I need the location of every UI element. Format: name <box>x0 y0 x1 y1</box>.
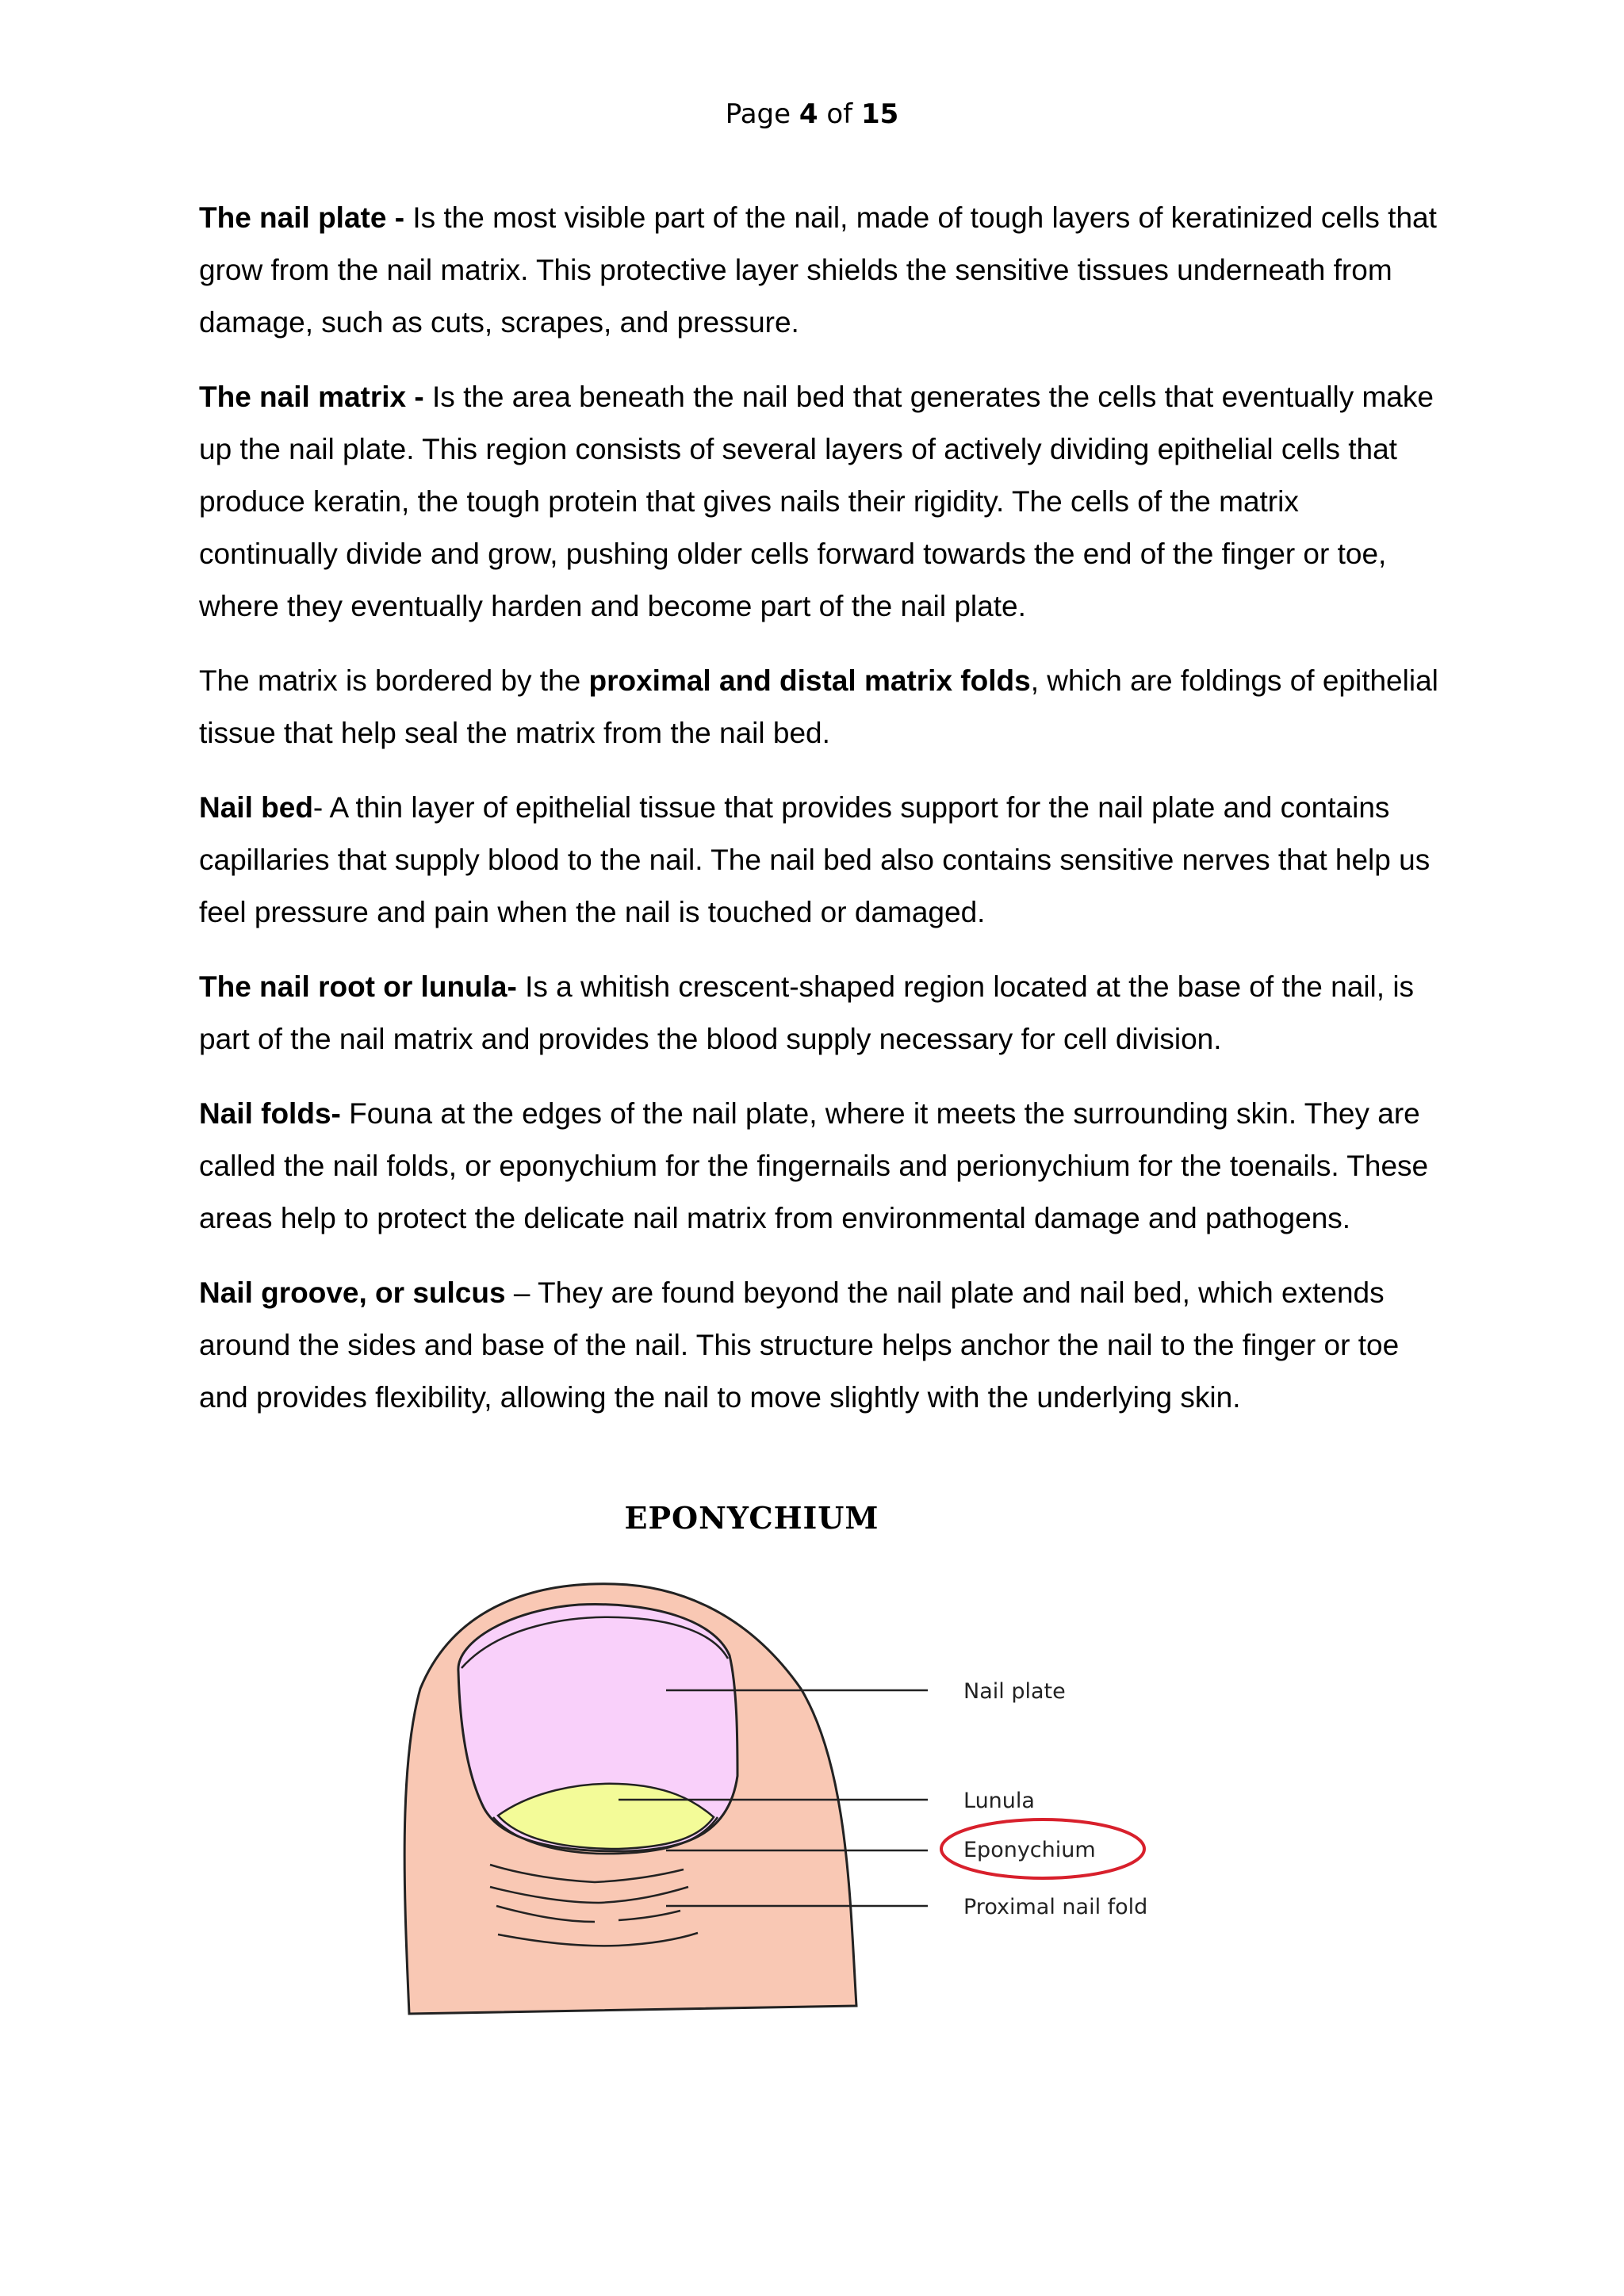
eponychium-diagram <box>381 1570 1253 2030</box>
page-word: Page <box>725 98 791 130</box>
paragraph-nail-bed <box>199 782 1444 939</box>
text-nail-matrix: Is the area beneath the nail bed that generates the cells that eventually make up the nail plate. This region consists of several layers of actively dividing epithelial cells that produce keratin, the tough protein that gives nails their rigidity. The cells of the matrix continually divide and grow, pushing older cells forward towards the end of the finger or toe, where they eventually harden and become part of the nail plate. <box>199 381 1434 622</box>
text-nail-bed: - A thin layer of epithelial tissue that provides support for the nail plate and contains capillaries that supply blood to the nail. The nail bed also contains sensitive nerves that help us feel pressure and pain when the nail is touched or damaged. <box>199 791 1431 928</box>
page-current: 4 <box>799 98 818 130</box>
page-of: of <box>826 98 853 130</box>
pre-matrix-folds: The matrix is bordered by the <box>199 664 589 697</box>
page-number <box>0 95 1624 133</box>
paragraph-nail-groove <box>199 1267 1444 1424</box>
term-lunula: The nail root or lunula- <box>199 970 517 1003</box>
page-total: 15 <box>860 98 899 130</box>
text-nail-groove: – They are found beyond the nail plate and nail bed, which extends around the sides and base of the nail. This structure helps anchor the nail to the finger or toe and provides flexibility, allowing the nail to move slightly with the underlying skin. <box>199 1276 1400 1414</box>
document-body <box>199 192 1444 1446</box>
term-nail-bed: Nail bed <box>199 791 313 824</box>
figure-title: EPONYCHIUM <box>624 1500 879 1536</box>
paragraph-nail-folds <box>199 1088 1444 1245</box>
paragraph-matrix-folds <box>199 655 1444 760</box>
term-nail-groove: Nail groove, or sulcus <box>199 1276 506 1309</box>
text-nail-folds: Founa at the edges of the nail plate, where it meets the surrounding skin. They are called the nail folds, or eponychium for the fingernails and perionychium for the toenails. These areas help to protect the delicate nail matrix from environmental damage and pathogens. <box>199 1097 1429 1234</box>
text-matrix-folds: , which are foldings of epithelial tissue that help seal the matrix from the nail bed. <box>199 664 1438 749</box>
text-lunula: Is a whitish crescent-shaped region located at the base of the nail, is part of the nail matrix and provides the blood supply necessary for cell division. <box>199 970 1415 1055</box>
paragraph-nail-plate <box>199 192 1444 349</box>
term-nail-folds: Nail folds- <box>199 1097 341 1130</box>
text-nail-plate: Is the most visible part of the nail, made of tough layers of keratinized cells that grow from the nail matrix. This protective layer shields the sensitive tissues underneath from damage, such as cuts, scrapes, and pressure. <box>199 201 1437 339</box>
label-eponychium: Eponychium <box>963 1838 1096 1862</box>
label-lunula: Lunula <box>963 1789 1035 1813</box>
label-proximal-nail-fold: Proximal nail fold <box>963 1895 1148 1919</box>
label-nail-plate: Nail plate <box>963 1679 1066 1704</box>
term-nail-plate: The nail plate - <box>199 201 405 234</box>
paragraph-nail-matrix <box>199 371 1444 633</box>
term-matrix-folds: proximal and distal matrix folds <box>588 664 1031 697</box>
term-nail-matrix: The nail matrix - <box>199 381 424 413</box>
paragraph-lunula <box>199 961 1444 1066</box>
